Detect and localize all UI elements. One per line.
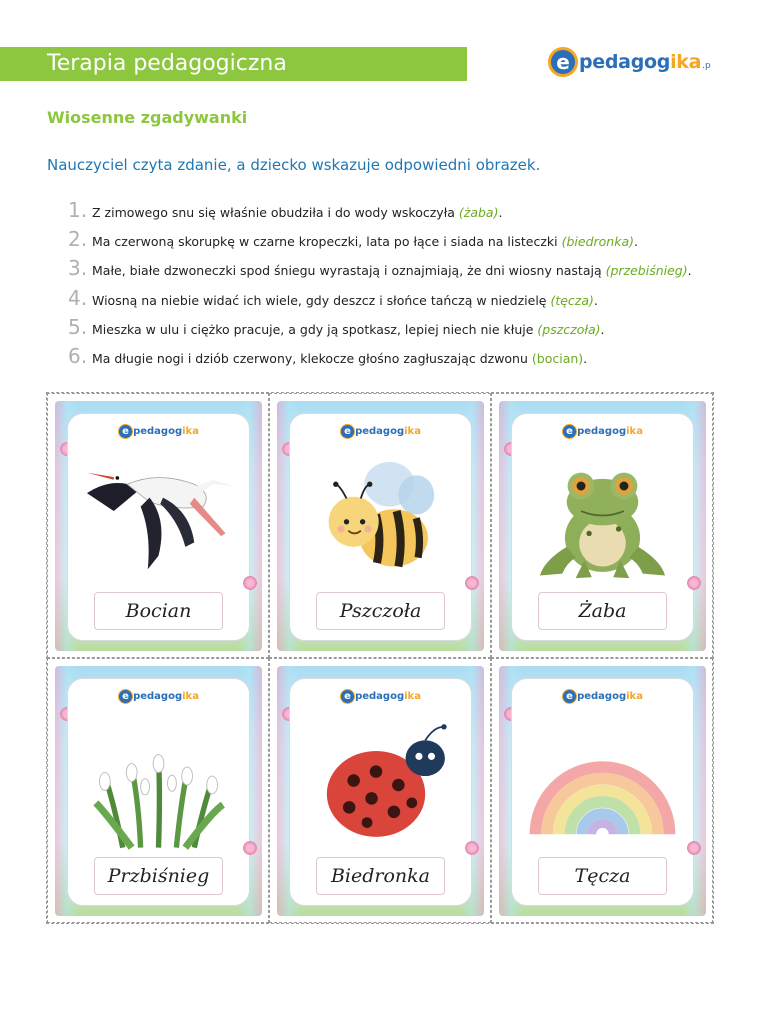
card-logo — [512, 422, 693, 440]
logo-suffix: .p — [702, 61, 711, 71]
riddle-answer: (pszczoła) — [537, 321, 601, 337]
card-label: Biedronka — [330, 865, 431, 887]
riddle-text — [92, 322, 604, 337]
riddle-item — [68, 286, 748, 315]
bee-icon — [300, 450, 461, 590]
card-logo-text-main: pedagog — [577, 425, 627, 437]
riddle-number: 6. — [68, 343, 88, 368]
riddle-end: . — [498, 205, 503, 220]
riddle-sentence: Z zimowego snu się właśnie obudziła i do wody wskoczyła — [92, 205, 459, 220]
logo-text-accent: ika — [670, 51, 702, 73]
picture-card-grid — [46, 392, 714, 924]
card-frame — [289, 413, 472, 641]
card-caption-box — [538, 857, 667, 895]
riddle-item — [68, 256, 748, 285]
riddle-number: 5. — [68, 314, 88, 339]
card-cell — [491, 393, 713, 658]
card-logo — [290, 687, 471, 705]
riddle-end: . — [593, 292, 598, 308]
riddle-number: 3. — [68, 256, 88, 281]
card-frame — [67, 678, 250, 906]
header-title: Terapia pedagogiczna — [47, 51, 287, 76]
riddle-item — [68, 227, 748, 256]
card-label: Przbiśnieg — [107, 865, 210, 887]
card-logo-text-accent: ika — [626, 425, 643, 437]
riddle-sentence: Mieszka w ulu i ciężko pracuje, a gdy ją spotkasz, lepiej niech nie kłuje — [92, 321, 538, 337]
card-logo-wordmark — [577, 691, 643, 702]
logo-e-icon: e — [548, 47, 578, 77]
card-logo-text-accent: ika — [404, 425, 421, 437]
card-cell — [269, 658, 491, 923]
logo-wordmark — [579, 51, 701, 73]
riddle-text — [92, 293, 598, 308]
card-logo — [290, 422, 471, 440]
riddle-item — [68, 315, 748, 344]
riddle-item — [68, 344, 748, 373]
card-caption-box — [94, 857, 223, 895]
stork-icon — [78, 450, 239, 590]
riddle-list — [68, 198, 748, 373]
card-logo-text-accent: ika — [182, 425, 199, 437]
card-caption-box — [538, 592, 667, 630]
riddle-answer: (tęcza) — [550, 292, 594, 308]
card-caption-box — [316, 857, 445, 895]
section-title: Wiosenne zgadywanki — [47, 108, 248, 127]
epedagogika-logo — [548, 44, 711, 80]
riddle-end: . — [600, 321, 605, 337]
card-frame — [289, 678, 472, 906]
picture-card-tecza[interactable] — [499, 666, 706, 916]
riddle-sentence: Ma czerwoną skorupkę w czarne kropeczki, lata po łące i siada na listeczki — [92, 234, 562, 250]
card-logo-e-icon: e — [118, 424, 133, 439]
picture-card-pszczola[interactable] — [277, 401, 484, 651]
riddle-number: 4. — [68, 285, 88, 310]
riddle-text — [92, 263, 692, 278]
rainbow-icon — [522, 715, 683, 855]
card-cell — [47, 658, 269, 923]
instruction-text: Nauczyciel czyta zdanie, a dziecko wskazuje odpowiedni obrazek. — [47, 156, 541, 174]
card-logo-wordmark — [355, 691, 421, 702]
card-logo — [68, 687, 249, 705]
card-logo-e-icon: e — [118, 689, 133, 704]
card-caption-box — [316, 592, 445, 630]
card-cell — [491, 658, 713, 923]
card-frame — [511, 413, 694, 641]
card-label: Pszczoła — [339, 600, 422, 622]
card-frame — [67, 413, 250, 641]
riddle-answer: (bocian) — [531, 350, 584, 366]
card-logo-text-accent: ika — [182, 690, 199, 702]
card-logo-text-main: pedagog — [577, 690, 627, 702]
riddle-number: 2. — [68, 227, 88, 252]
card-logo-wordmark — [577, 426, 643, 437]
riddle-sentence: Ma długie nogi i dziób czerwony, klekocze głośno zagłuszając dzwonu — [92, 350, 532, 366]
riddle-number: 1. — [68, 198, 88, 222]
riddle-text — [92, 205, 502, 220]
card-label: Żaba — [578, 600, 627, 622]
riddle-answer: (żaba) — [458, 205, 499, 220]
card-logo — [512, 687, 693, 705]
card-logo-wordmark — [355, 426, 421, 437]
card-logo — [68, 422, 249, 440]
riddle-end: . — [634, 234, 638, 250]
card-logo-text-accent: ika — [626, 690, 643, 702]
card-logo-wordmark — [133, 691, 199, 702]
riddle-end: . — [687, 263, 692, 279]
card-logo-e-icon: e — [562, 424, 577, 439]
snowdrop-icon — [78, 715, 239, 855]
card-frame — [511, 678, 694, 906]
card-caption-box — [94, 592, 223, 630]
card-logo-e-icon: e — [340, 424, 355, 439]
card-logo-e-icon: e — [340, 689, 355, 704]
card-logo-text-main: pedagog — [355, 425, 405, 437]
card-label: Bocian — [125, 600, 192, 622]
riddle-text — [92, 234, 638, 249]
page-header-banner — [0, 47, 467, 81]
card-cell — [47, 393, 269, 658]
picture-card-przbisnieg[interactable] — [55, 666, 262, 916]
riddle-item — [68, 198, 748, 227]
card-logo-text-main: pedagog — [133, 425, 183, 437]
card-cell — [269, 393, 491, 658]
riddle-end: . — [583, 350, 588, 366]
card-logo-text-main: pedagog — [133, 690, 183, 702]
card-logo-e-icon: e — [562, 689, 577, 704]
card-logo-text-main: pedagog — [355, 690, 405, 702]
card-logo-text-accent: ika — [404, 690, 421, 702]
riddle-answer: (biedronka) — [561, 234, 634, 250]
card-label: Tęcza — [574, 865, 631, 887]
riddle-text — [92, 351, 587, 366]
ladybug-icon — [300, 715, 461, 855]
logo-text-main: pedagog — [579, 51, 671, 73]
riddle-sentence: Małe, białe dzwoneczki spod śniegu wyrastają i oznajmiają, że dni wiosny nastają — [92, 263, 606, 279]
frog-icon — [522, 450, 683, 590]
riddle-answer: (przebiśnieg) — [605, 263, 688, 279]
picture-card-biedronka[interactable] — [277, 666, 484, 916]
riddle-sentence: Wiosną na niebie widać ich wiele, gdy deszcz i słońce tańczą w niedzielę — [92, 292, 551, 308]
picture-card-bocian[interactable] — [55, 401, 262, 651]
picture-card-zaba[interactable] — [499, 401, 706, 651]
card-logo-wordmark — [133, 426, 199, 437]
